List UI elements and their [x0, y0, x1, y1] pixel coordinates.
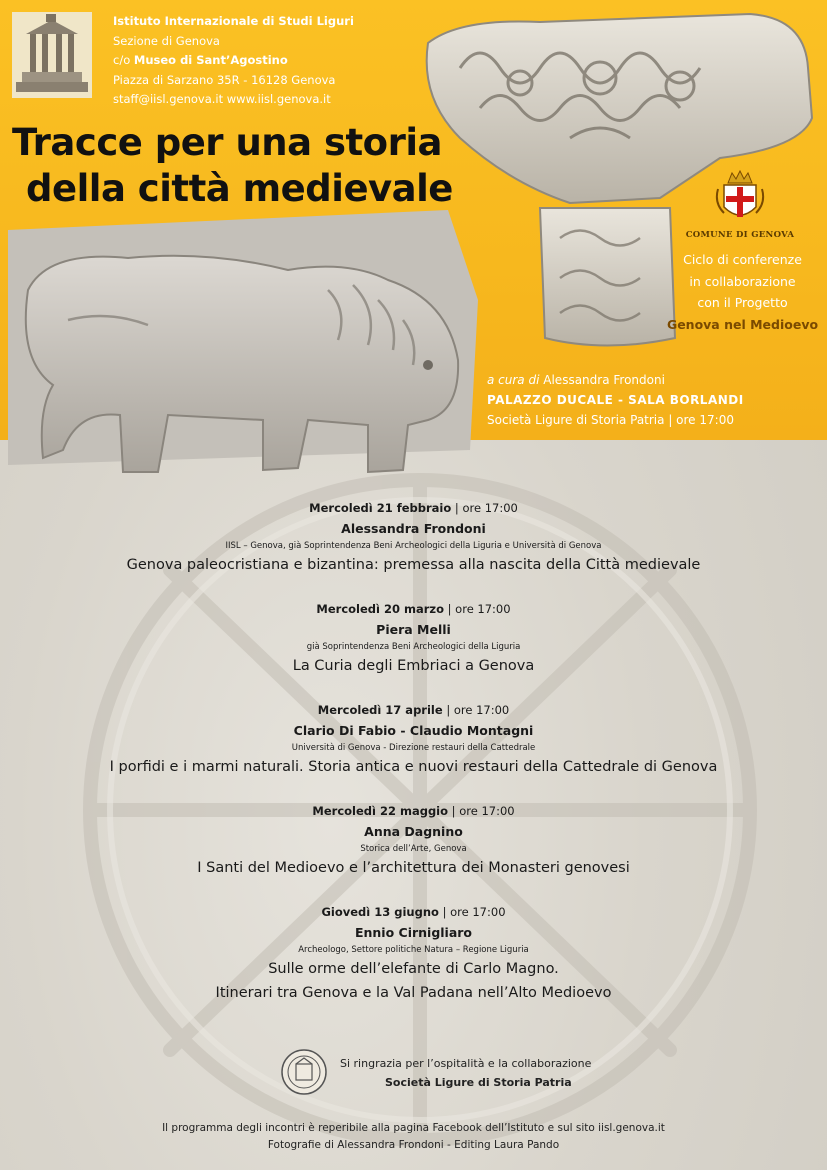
cycle-project: Genova nel Medioevo [666, 316, 819, 332]
footer [0, 1120, 827, 1154]
program-list [0, 498, 827, 1027]
event-affiliation: Università di Genova - Direzione restauri della Cattedrale [291, 743, 536, 753]
event-title: I porfidi e i marmi naturali. Storia antica e nuovi restauri della Cattedrale di Genova [109, 759, 718, 775]
institute-info [113, 12, 354, 110]
event-2 [0, 599, 827, 678]
comune-label: COMUNE DI GENOVA [685, 230, 795, 240]
comune-genova-crest [714, 167, 766, 227]
society-seal-icon [280, 1048, 328, 1096]
curator-name: Alessandra Frondoni [543, 373, 665, 387]
title-line-1: Tracce per una storia [12, 121, 442, 164]
venue-name: PALAZZO DUCALE - SALA BORLANDI [487, 393, 744, 407]
event-affiliation: Storica dell’Arte, Genova [360, 844, 467, 854]
institute-address: Piazza di Sarzano 35R - 16128 Genova [113, 72, 336, 87]
poster-title [12, 120, 482, 212]
event-affiliation: IISL – Genova, già Soprintendenza Beni Archeologici della Liguria e Università di Genova [225, 541, 602, 551]
event-5 [0, 902, 827, 1005]
museum-prefix: c/o [113, 53, 131, 67]
event-date-line [0, 700, 827, 720]
cycle-line-1: Ciclo di conferenze [683, 252, 802, 267]
curator-prefix: a cura di [487, 373, 540, 387]
event-date: Mercoledì 17 aprile [317, 703, 443, 717]
event-speaker: Ennio Cirnigliaro [354, 925, 473, 940]
event-time: | ore 17:00 [454, 501, 518, 515]
venue-place: Società Ligure di Storia Patria | ore 17:00 [487, 413, 734, 427]
event-title: Genova paleocristiana e bizantina: premessa alla nascita della Città medievale [126, 557, 701, 573]
institute-museum-line [113, 51, 354, 71]
institute-contacts[interactable]: staff@iisl.genova.it www.iisl.genova.it [113, 92, 331, 106]
event-speaker: Alessandra Frondoni [341, 521, 486, 536]
event-date: Mercoledì 20 marzo [316, 602, 444, 616]
curatela-info [487, 370, 744, 430]
museum-name: Museo di Sant’Agostino [133, 53, 288, 67]
cycle-line-3: con il Progetto [697, 295, 788, 310]
cycle-info [660, 249, 825, 335]
event-affiliation: Archeologo, Settore politiche Natura – Regione Liguria [298, 945, 529, 955]
cycle-line-2: in collaborazione [689, 273, 796, 289]
footer-line-1: Il programma degli incontri è reperibile alla pagina Facebook dell’Istituto e sul sito iisl.genova.it [162, 1122, 665, 1134]
event-time: | ore 17:00 [446, 703, 510, 717]
event-date-line [0, 498, 827, 518]
event-title: I Santi del Medioevo e l’architettura dei Monasteri genovesi [197, 860, 630, 876]
institute-section: Sezione di Genova [113, 33, 220, 48]
lion-relief-image [8, 210, 478, 495]
event-speaker: Clario Di Fabio - Claudio Montagni [293, 723, 534, 738]
institute-monument-logo [12, 12, 92, 98]
event-1 [0, 498, 827, 577]
footer-line-2: Fotografie di Alessandra Frondoni - Editing Laura Pando [267, 1139, 560, 1151]
event-speaker: Anna Dagnino [364, 824, 463, 839]
institute-name: Istituto Internazionale di Studi Liguri [113, 14, 354, 28]
event-time: | ore 17:00 [451, 804, 515, 818]
curator-line [487, 370, 744, 390]
event-date-line [0, 902, 827, 922]
event-title: La Curia degli Embriaci a Genova [292, 658, 535, 674]
event-date: Mercoledì 22 maggio [312, 804, 449, 818]
event-date: Mercoledì 21 febbraio [309, 501, 452, 515]
event-date: Giovedì 13 giugno [321, 905, 439, 919]
event-affiliation: già Soprintendenza Beni Archeologici della Liguria [306, 642, 521, 652]
event-time: | ore 17:00 [447, 602, 511, 616]
event-date-line [0, 599, 827, 619]
event-4 [0, 801, 827, 880]
event-3 [0, 700, 827, 779]
event-date-line [0, 801, 827, 821]
event-title: Sulle orme dell’elefante di Carlo Magno. [268, 961, 559, 977]
event-time: | ore 17:00 [442, 905, 506, 919]
acknowledgement [280, 1048, 700, 1098]
thanks-line-1: Si ringrazia per l’ospitalità e la collaborazione [340, 1057, 592, 1070]
event-title-line-2: Itinerari tra Genova e la Val Padana nell’Alto Medioevo [215, 985, 612, 1001]
title-line-2: della città medievale [26, 167, 453, 210]
thanks-line-2: Società Ligure di Storia Patria [385, 1076, 572, 1089]
event-speaker: Piera Melli [376, 622, 451, 637]
